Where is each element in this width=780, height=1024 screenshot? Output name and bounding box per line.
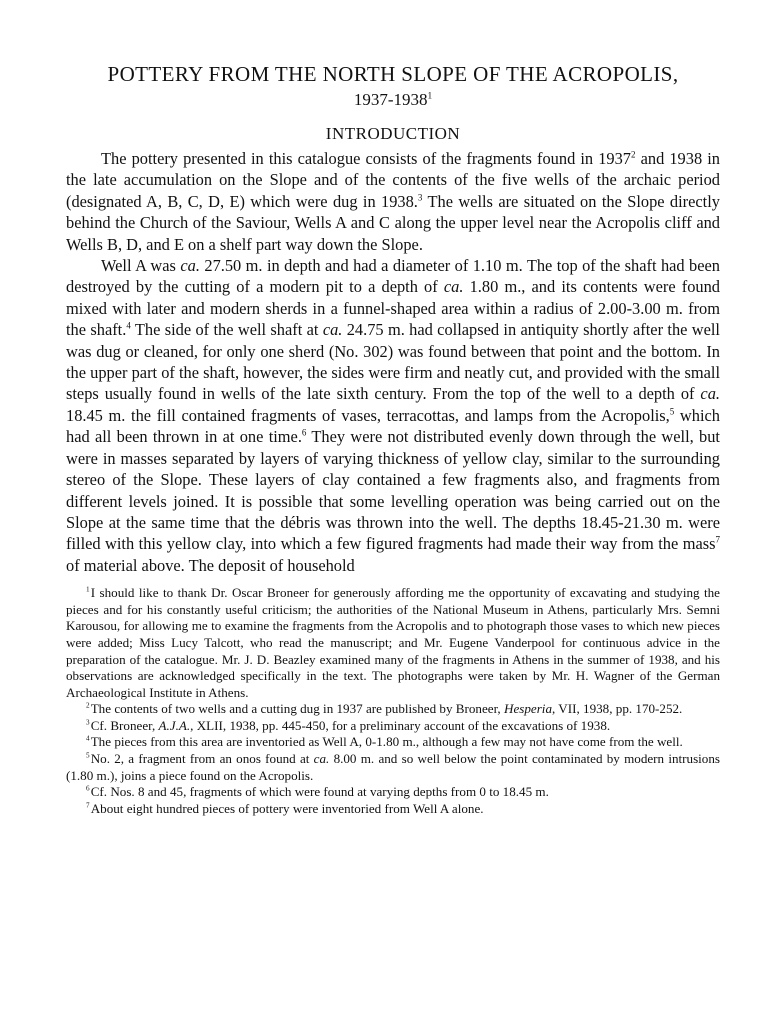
footnote-2-text-b: , VII, 1938, pp. 170-252. [552, 701, 683, 717]
footnote-5-text-a: No. 2, a fragment from an onos found at [90, 751, 314, 767]
footnote-3-number: 3 [86, 718, 90, 727]
footnote-ref-1: 1 [427, 91, 433, 102]
footnote-7-number: 7 [86, 801, 90, 810]
footnote-5 [66, 751, 720, 784]
p2-text-5: 24.75 m. had collapsed in antiquity shortly after the well was dug or cleaned, for only one sherd (No. 302) was found between that point and the bottom. In the upper part of the shaft, however, the sides were firm and neatly cut, and provided with the small steps usually found in wells of the late sixth century. From the top of the well to a depth of [66, 320, 720, 404]
footnote-1-number: 1 [86, 585, 90, 594]
p1-text-b: and 1938 in the late accumulation on the Slope and of the contents of the five wells of the archaic period (designated A, B, C, D, E) which were dug in 1938. [66, 149, 720, 211]
article-title: POTTERY FROM THE NORTH SLOPE OF THE ACROPOLIS, [107, 62, 679, 86]
footnote-2-number: 2 [86, 701, 90, 710]
footnote-5-ca: ca. [313, 751, 330, 767]
p2-text-6: 18.45 m. the fill contained fragments of vases, terracottas, and lamps from the Acropolis, [66, 405, 670, 425]
footnote-2 [66, 701, 720, 718]
article-page [66, 62, 720, 817]
footnote-ref-6: 6 [301, 427, 307, 438]
footnote-5-number: 5 [86, 751, 90, 760]
p2-text-2: 27.50 m. in depth and had a diameter of 1.10 m. The top of the shaft had been destroyed by the cutting of a modern pit to a depth of [66, 256, 720, 297]
footnote-1 [66, 585, 720, 701]
p2-text-9: of material above. The deposit of household [66, 555, 355, 575]
footnote-3-journal: A.J.A. [158, 717, 191, 733]
footnote-ref-3: 3 [417, 192, 423, 203]
section-heading: INTRODUCTION [325, 124, 461, 143]
footnote-4 [66, 734, 720, 751]
years-text: 1937-1938 [353, 90, 428, 109]
footnote-4-text: The pieces from this area are inventoried as Well A, 0-1.80 m., although a few may not have come from the well. [90, 734, 683, 750]
p1-text-c: The wells are situated on the Slope directly behind the Church of the Saviour, Wells A and C along the upper level near the Acropolis cliff and Wells B, D, and E on a shelf part way down the Slope. [66, 191, 720, 254]
footnote-ref-7: 7 [715, 534, 720, 545]
footnote-ref-2: 2 [631, 149, 636, 160]
p1-text-a: The pottery presented in this catalogue consists of the fragments found in 1937 [101, 149, 631, 168]
footnote-7-text: About eight hundred pieces of pottery were inventoried from Well A alone. [90, 800, 484, 816]
paragraph-2 [66, 255, 720, 576]
p2-ca-4: ca. [700, 384, 720, 404]
footnote-7 [66, 801, 720, 818]
footnote-6-text: Cf. Nos. 8 and 45, fragments of which were found at varying depths from 0 to 18.45 m. [90, 784, 549, 800]
footnote-6-number: 6 [86, 784, 90, 793]
footnote-6 [66, 784, 720, 801]
article-years [66, 89, 720, 111]
footnote-2-journal: Hesperia [503, 701, 552, 717]
footnote-ref-5: 5 [669, 406, 675, 417]
footnotes [66, 585, 720, 817]
paragraph-1 [66, 148, 720, 255]
p2-ca-2: ca. [443, 277, 464, 297]
footnote-2-text-a: The contents of two wells and a cutting dug in 1937 are published by Broneer, [90, 701, 504, 717]
footnote-3-text-b: , XLII, 1938, pp. 445-450, for a preliminary account of the excavations of 1938. [190, 717, 611, 733]
footnote-5-text-b: 8.00 m. and so well below the point contaminated by modern intrusions (1.80 m.), joins a piece found on the Acropolis. [66, 751, 720, 783]
footnote-3 [66, 718, 720, 735]
p2-text-8: They were not distributed evenly down through the well, but were in masses separated by layers of varying thickness of yellow clay, similar to the surrounding stereo of the Slope. These layers of clay contained a few fragments also, and fragments from different levels joined. It is possible that some levelling operation was being carried out on the Slope at the same time that the débris was thrown into the well. The depths 18.45-21.30 m. were filled with this yellow clay, into which a few figured fragments had made their way from the mass [66, 427, 720, 554]
footnote-3-text-a: Cf. Broneer, [90, 717, 159, 733]
p2-text-4: The side of the well shaft at [130, 320, 323, 340]
p2-text-7: which had all been thrown in at one time. [66, 405, 720, 447]
body-text [66, 148, 720, 576]
footnote-ref-4: 4 [126, 320, 131, 331]
p2-text-1: Well A was [101, 256, 181, 276]
p2-text-3: 1.80 m., and its contents were found mixed with later and modern sherds in a funnel-shaped area within a radius of 2.00-3.00 m. from the shaft. [66, 277, 720, 340]
p2-ca-3: ca. [322, 320, 343, 340]
p2-ca-1: ca. [180, 256, 200, 276]
footnote-1-text: I should like to thank Dr. Oscar Broneer for generously affording me the opportunity of excavating and studying the pieces and for his constantly useful criticism; the authorities of the National Museum in Athens, particularly Mrs. Semni Karousou, for allowing me to examine the fragments from the Acropolis and to photograph those vases to which new pieces were added; Miss Lucy Talcott, who read the manuscript; and Mr. Eugene Vanderpool for continuous advice in the preparation of the catalogue. Mr. J. D. Beazley examined many of the fragments in Athens in the summer of 1938, and his observations are acknowledged specifically in the text. The photographs were taken by Mr. H. Wagner of the German Archaeological Institute in Athens. [66, 585, 720, 700]
footnote-4-number: 4 [86, 735, 90, 744]
